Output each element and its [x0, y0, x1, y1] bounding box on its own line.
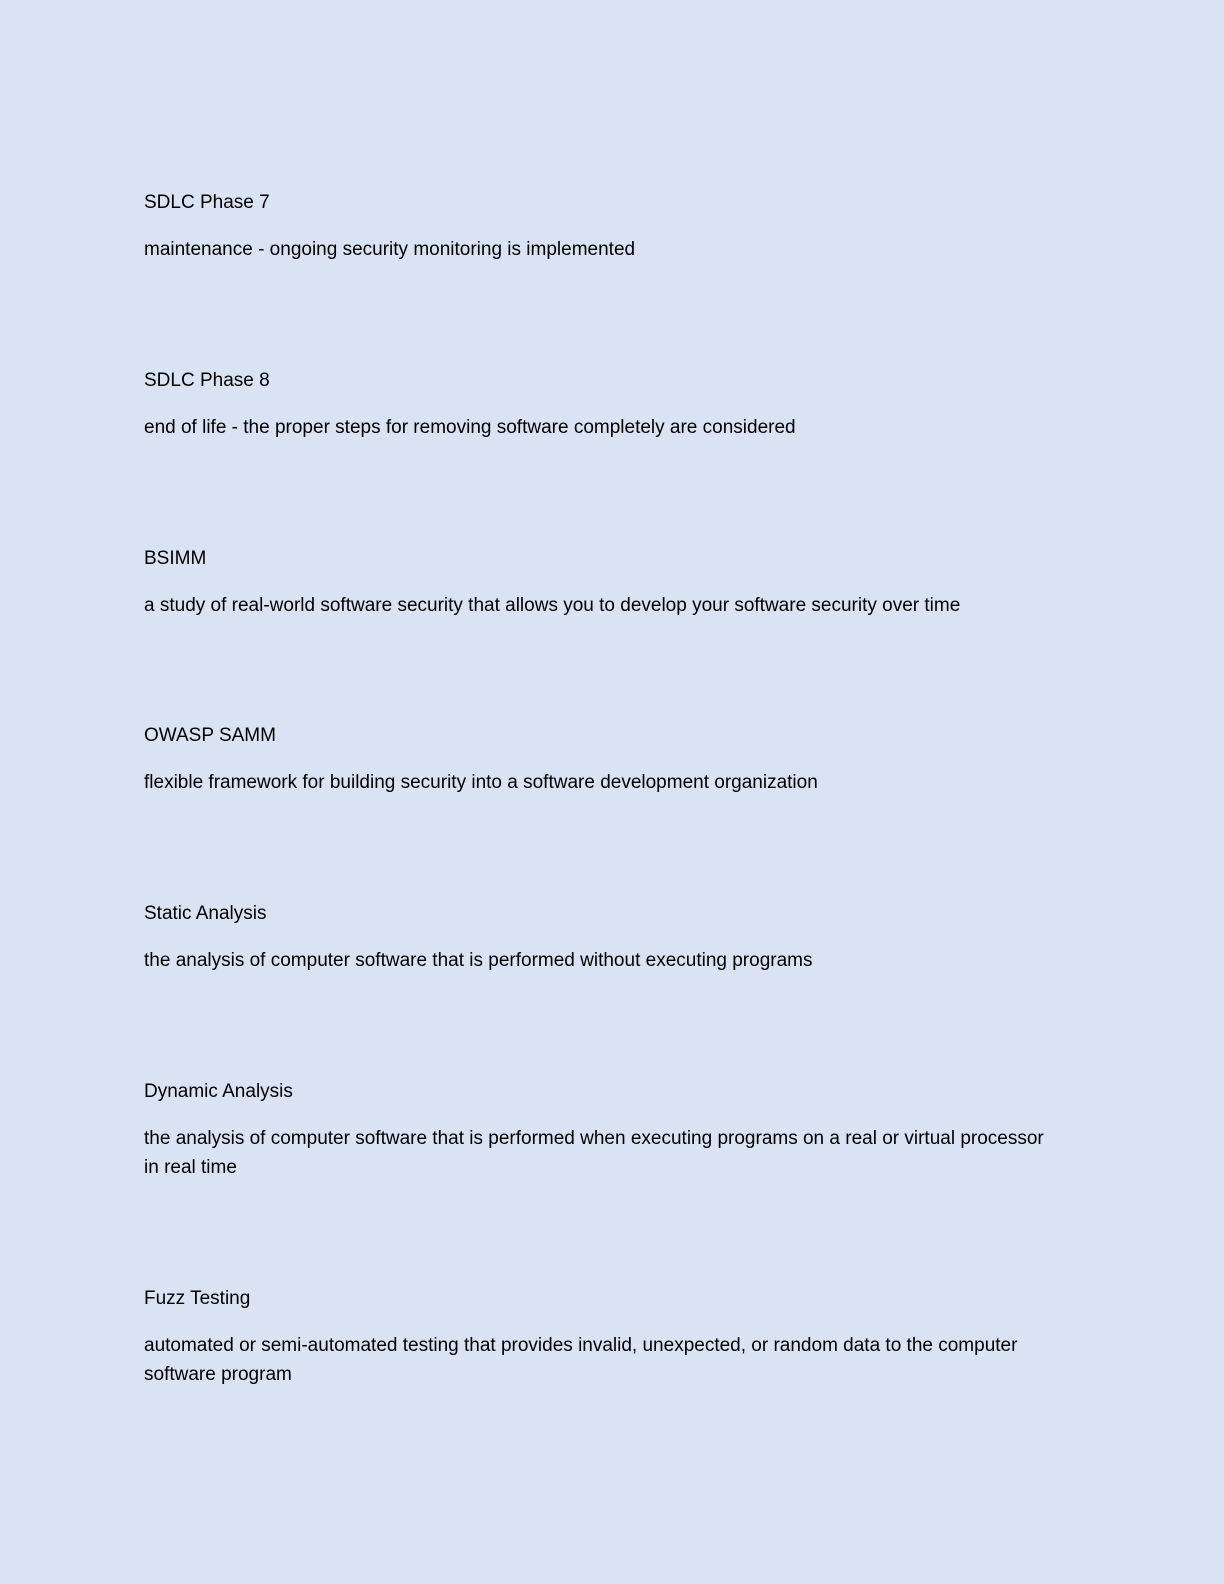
definition: end of life - the proper steps for removing software completely are considered [144, 417, 796, 438]
definition: maintenance - ongoing security monitoring is implemented [144, 239, 636, 260]
term: SDLC Phase 7 [144, 192, 270, 213]
term: OWASP SAMM [144, 725, 276, 746]
definition: automated or semi-automated testing that provides invalid, unexpected, or random data to the computer software program [144, 1335, 1018, 1385]
term: Fuzz Testing [144, 1288, 251, 1309]
term: Static Analysis [144, 903, 267, 924]
flashcard-entry [144, 1287, 1044, 1389]
flashcard-entry [144, 191, 1044, 264]
flashcard-entry [144, 724, 1044, 797]
term: SDLC Phase 8 [144, 370, 270, 391]
definition: the analysis of computer software that is performed without executing programs [144, 950, 813, 971]
definition: the analysis of computer software that is performed when executing programs on a real or virtual processor in real time [144, 1128, 1044, 1178]
definition: a study of real-world software security that allows you to develop your software security over time [144, 595, 961, 616]
flashcard-entry [144, 1080, 1044, 1182]
definition: flexible framework for building security into a software development organization [144, 772, 818, 793]
term: Dynamic Analysis [144, 1081, 293, 1102]
term: BSIMM [144, 548, 207, 569]
flashcard-entry [144, 902, 1044, 975]
flashcard-entry [144, 369, 1044, 442]
flashcard-entry [144, 547, 1044, 620]
